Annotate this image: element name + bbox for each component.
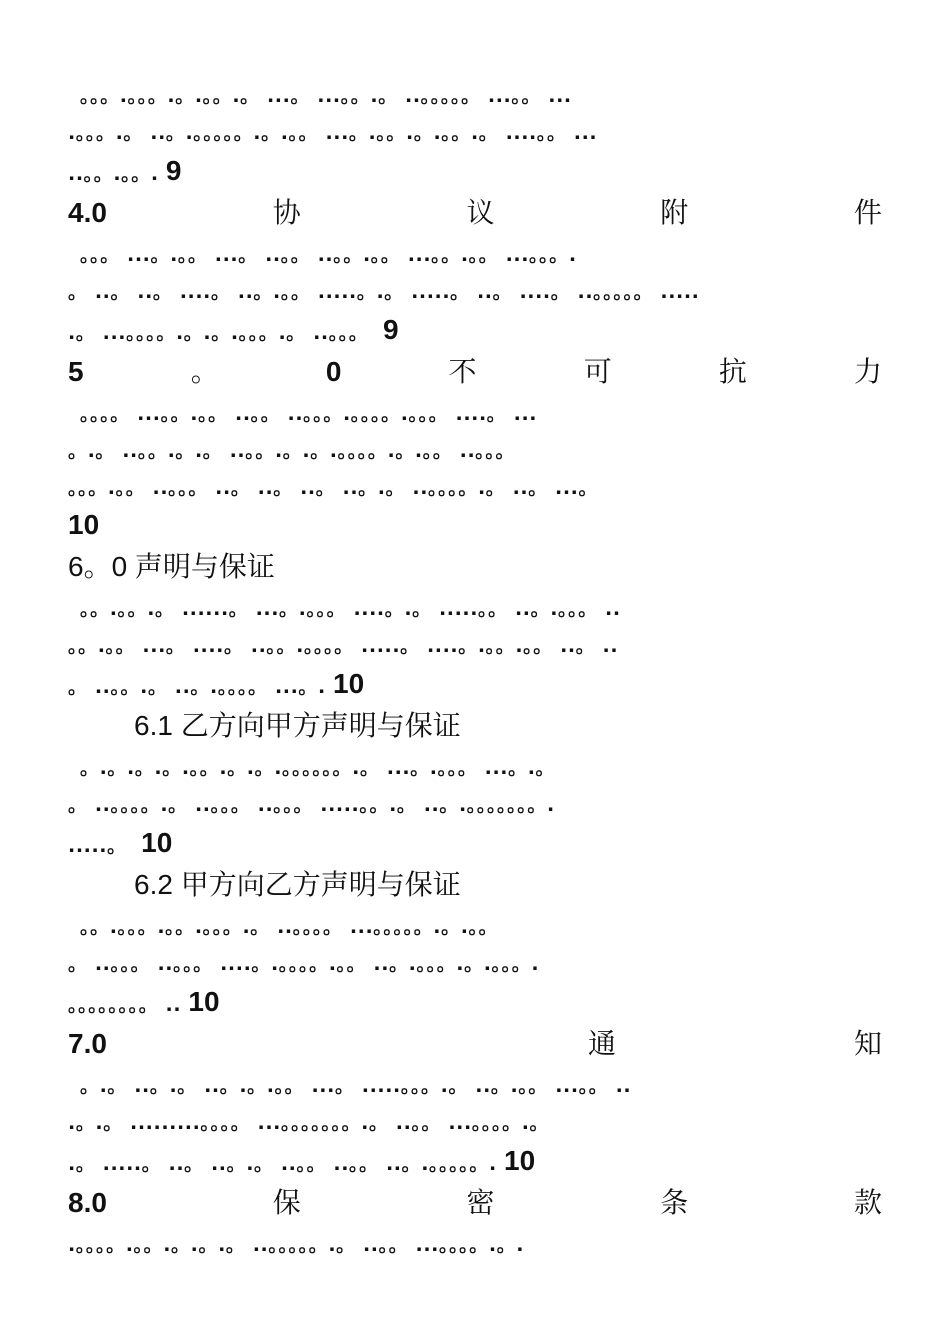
heading-char: 条 (660, 1186, 689, 1219)
heading-char: 保 (272, 1186, 301, 1219)
leader-dots: .。.。 .........。。。。 ...。。。。。。。.。 ..。。 ...。。。。.。 (68, 1112, 550, 1134)
section-number: 7.0 (68, 1028, 107, 1059)
leader-dots: ..。。.。。. 9 (68, 155, 182, 186)
toc-entry (68, 1020, 882, 1179)
toc-entry (68, 702, 882, 861)
heading-char: 议 (466, 196, 495, 229)
toc-entry (68, 861, 882, 1020)
heading-char: 力 (853, 355, 882, 388)
section-heading[interactable] (68, 189, 882, 237)
toc-entry (68, 189, 882, 348)
page-number: 10 (504, 1145, 536, 1176)
section-heading[interactable]: 6。0 声明与保证 (68, 551, 275, 582)
subsection-heading[interactable]: 6.1 乙方向甲方声明与保证 (134, 710, 461, 741)
leader-dots: 。 ..。 ..。 ....。 ..。.。。 .....。.。 .....。 ..。 ....。 ..。。。。。 ..... (68, 281, 700, 303)
leader-dots: 。。.。。 ...。 ....。 ..。。.。。。。 .....。 ....。.。。.。。 ..。 .. (68, 635, 619, 657)
toc-entry (68, 348, 882, 543)
heading-char: 知 (853, 1027, 882, 1060)
leader-dots: .....。 10 (68, 827, 173, 858)
toc-entry (68, 78, 882, 189)
section-number: 8.0 (68, 1187, 107, 1218)
leader-dots: 。 ..。。.。 ..。.。。。。 ...。. 10 (68, 668, 365, 699)
page-number: 10 (68, 509, 100, 540)
section-number: 4.0 (68, 197, 107, 228)
page-number: 10 (141, 827, 173, 858)
heading-char: 件 (853, 196, 882, 229)
leader-dots: .。。。.。 ..。.。。。。。.。.。。 ...。.。。.。.。。.。 ....。。 ... (68, 122, 598, 144)
heading-char: 协 (272, 196, 301, 229)
toc-entry (68, 543, 882, 702)
leader-dots: 。。.。。.。 ......。 ...。.。。。 ....。.。 .....。。 ..。.。。。 .. (80, 598, 621, 620)
page-number: 9 (382, 314, 399, 345)
leader-dots: .。。。。.。。.。.。.。 ..。。。。。.。 ..。。 ...。。。。.。. (68, 1234, 525, 1256)
leader-dots: 。。。 ...。.。。 ...。 ..。。 ..。。.。。 ...。。.。。 ...。。。. (80, 244, 577, 266)
heading-char: 款 (853, 1186, 882, 1219)
heading-char: 附 (660, 196, 689, 229)
section-heading[interactable] (68, 1179, 882, 1227)
leader-dots: 。。。.。。 ..。。。 ..。 ..。 ..。 ..。.。 ..。。。。.。 ..。 ...。 (68, 477, 599, 499)
leader-dots: 。.。.。.。.。。.。.。.。。。。。。.。 ...。.。。。 ...。.。 (80, 757, 556, 779)
page-number: 10 (188, 986, 220, 1017)
heading-char: 。 (190, 355, 219, 388)
leader-dots: 。。.。。。.。。.。。。.。 ..。。。。 ...。。。。。.。.。。 (80, 916, 499, 938)
leader-dots: 。.。 ..。。.。.。 ..。。.。.。.。。。。.。.。。 ..。。。 (68, 440, 516, 462)
leader-dots: 。。。。 ...。。.。。 ..。。 ..。。。.。。。。.。。。 ....。 ... (80, 403, 538, 425)
table-of-contents (68, 78, 882, 1264)
heading-char: 0 (325, 356, 342, 387)
subsection-heading[interactable]: 6.2 甲方向乙方声明与保证 (134, 869, 461, 900)
leader-dots: 。 ..。。。。.。 ..。。。 ..。。。 .....。。.。 ..。.。。。。。。。. (68, 794, 555, 816)
section-number: 5 (68, 356, 84, 387)
leader-dots: 。。。。。。。。 .. 10 (68, 986, 220, 1017)
leader-dots: 。.。 ..。.。 ..。.。.。。 ...。 .....。。。.。 ..。.。。 ...。。 .. (80, 1075, 632, 1097)
heading-char: 通 (588, 1027, 617, 1060)
toc-entry (68, 1179, 882, 1264)
section-heading[interactable] (68, 1020, 882, 1068)
page-number: 9 (165, 155, 182, 186)
leader-dots: 。。。.。。。.。.。。.。 ...。 ...。。.。 ..。。。。。 ...。。 ... (80, 85, 572, 107)
heading-char: 可 (583, 355, 612, 388)
leader-dots: 。 ..。。。 ..。。。 ....。.。。。。.。。 ..。.。。。.。.。。。. (68, 953, 540, 975)
heading-char: 不 (448, 355, 477, 388)
heading-char: 密 (466, 1186, 495, 1219)
section-heading[interactable] (68, 348, 882, 396)
page-number: 10 (333, 668, 365, 699)
leader-dots: .。 ...。。。。.。.。.。。。.。 ..。。。 9 (68, 314, 399, 345)
heading-char: 抗 (718, 355, 747, 388)
leader-dots: .。 .....。 ..。 ..。.。 ..。。 ..。。 ..。.。。。。。. 10 (68, 1145, 536, 1176)
